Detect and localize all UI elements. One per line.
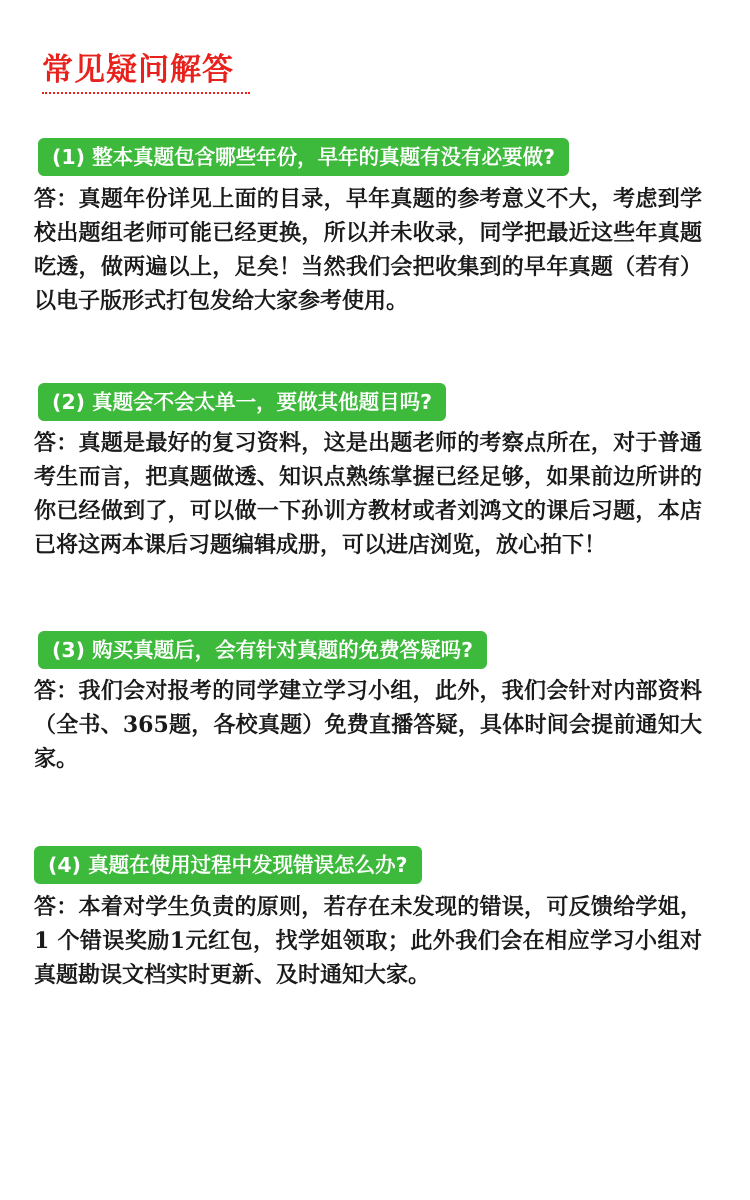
faq-question-2: (2) 真题会不会太单一，要做其他题目吗?	[38, 383, 446, 421]
faq-question-3: (3) 购买真题后，会有针对真题的免费答疑吗?	[38, 631, 487, 669]
faq-question-4: (4) 真题在使用过程中发现错误怎么办?	[34, 846, 422, 884]
page-title: 常见疑问解答	[42, 52, 234, 88]
title-dotted-underline	[42, 92, 250, 94]
faq-answer-3: 答：我们会对报考的同学建立学习小组，此外，我们会针对内部资料（全书、365题，各校真题）免费直播答疑，具体时间会提前通知大家。	[34, 678, 702, 772]
faq-answer-4: 答：本着对学生负责的原则，若存在未发现的错误，可反馈给学姐，1 个错误奖励1元红包，找学姐领取；此外我们会在相应学习小组对真题勘误文档实时更新、及时通知大家。	[34, 894, 702, 988]
faq-answer-2: 答：真题是最好的复习资料，这是出题老师的考察点所在，对于普通考生而言，把真题做透、知识点熟练掌握已经足够，如果前边所讲的你已经做到了，可以做一下孙训方教材或者刘鸿文的课后习题，本店已将这两本课后习题编辑成册，可以进店浏览，放心拍下！	[34, 430, 702, 558]
faq-answer-1: 答：真题年份详见上面的目录，早年真题的参考意义不大，考虑到学校出题组老师可能已经更换，所以并未收录，同学把最近这些年真题吃透，做两遍以上，足矣！当然我们会把收集到的早年真题（若有）以电子版形式打包发给大家参考使用。	[34, 186, 702, 314]
faq-question-1: (1) 整本真题包含哪些年份，早年的真题有没有必要做?	[38, 138, 569, 176]
